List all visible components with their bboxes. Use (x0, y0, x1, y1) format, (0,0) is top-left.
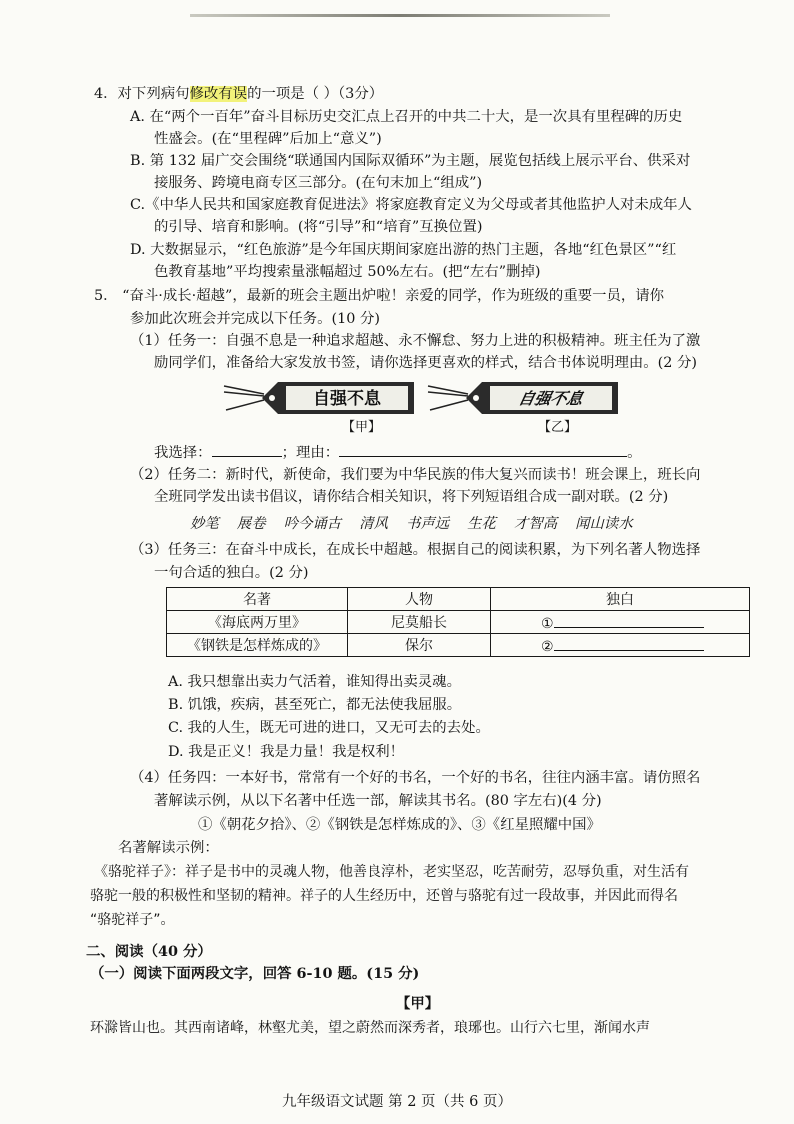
phrase: 清风 (359, 516, 388, 532)
passage-text: 环滁皆山也。其西南诸峰，林壑尤美，望之蔚然而深秀者，琅琊也。山行六七里，渐闻水声 (90, 1020, 650, 1036)
novel-table (166, 587, 750, 657)
task1-line2: 励同学们，准备给大家发放书签，请你选择更喜欢的样式，结合书体说明理由。(2 分) (154, 355, 698, 371)
table-row (167, 634, 750, 657)
phrase: 书声远 (405, 516, 450, 532)
q4-option-b-line2: 接服务、跨境电商专区三部分。(在句末加上“组成”) (154, 175, 483, 191)
q4-option-c-line2: 的引导、培育和影响。(将“引导”和“培育”互换位置) (154, 219, 483, 235)
monologue-option-d: D. 我是正义！我是力量！我是权利！ (168, 744, 405, 760)
table-cell: 尼莫船长 (348, 611, 491, 634)
label-yi: 【乙】 (538, 420, 578, 435)
example-title: 名著解读示例： (118, 840, 219, 856)
example-line3: “骆驼祥子”。 (90, 912, 175, 928)
label-jia: 【甲】 (342, 420, 382, 435)
table-cell: ① (491, 611, 750, 634)
bookmark-yi (426, 378, 622, 418)
table-cell: ② (491, 634, 750, 657)
page-footer: 九年级语文试题 第 2 页（共 6 页） (282, 1094, 512, 1110)
passage-label-jia: 【甲】 (396, 995, 440, 1012)
table-header: 名著 (167, 588, 348, 611)
phrase: 吟今诵古 (283, 516, 342, 532)
task3-line1: （3）任务三：在奋斗中成长，在成长中超越。根据自己的阅读积累，为下列名著人物选择 (130, 542, 701, 558)
task4-line2: 著解读示例，从以下名著中任选一部，解读其书名。(80 字左右)(4 分) (154, 793, 602, 809)
table-header: 人物 (348, 588, 491, 611)
bookmark-yi-text: 自强不息 (516, 389, 585, 408)
q5-stem-line2: 参加此次班会并完成以下任务。(10 分) (130, 311, 380, 327)
task4-books: ①《朝花夕拾》、②《钢铁是怎样炼成的》、③《红星照耀中国》 (198, 817, 601, 833)
phrase: 展卷 (236, 516, 266, 532)
phrase: 妙笔 (190, 516, 219, 532)
q4-option-d-line1: D. 大数据显示，“红色旅游”是今年国庆期间家庭出游的热门主题，各地“红色景区”“红 (130, 242, 677, 258)
reason-blank[interactable] (339, 441, 627, 457)
monologue-option-b: B. 饥饿，疾病，甚至死亡，都无法使我屈服。 (168, 697, 462, 713)
answer-blank[interactable] (554, 636, 704, 651)
table-cell: 《钢铁是怎样炼成的》 (167, 634, 348, 657)
couplet-phrases (190, 514, 633, 534)
choice-line: 我选择： ；理由： 。 (154, 441, 642, 463)
table-row (167, 611, 750, 634)
task2-line1: （2）任务二：新时代，新使命，我们要为中华民族的伟大复兴而读书！班会课上，班长向 (130, 467, 701, 483)
section-heading: 二、阅读（40 分） (86, 943, 212, 960)
example-line1: 《骆驼祥子》：祥子是书中的灵魂人物，他善良淳朴，老实坚忍，吃苦耐劳，忍辱负重，对生活有 (94, 864, 689, 880)
monologue-option-a: A. 我只想靠出卖力气活着，谁知得出卖灵魂。 (168, 674, 461, 690)
phrase: 闻山读水 (575, 516, 633, 532)
table-header-row (167, 588, 750, 611)
task3-line2: 一句合适的独白。(2 分) (154, 565, 309, 581)
choice-blank[interactable] (212, 441, 282, 457)
bookmark-jia-text: 自强不息 (313, 389, 381, 409)
task4-line1: （4）任务四：一本好书，常常有一个好的书名，一个好的书名，往往内涵丰富。请仿照名 (130, 770, 701, 786)
top-scan-line (190, 14, 610, 17)
subsection-heading: （一）阅读下面两段文字，回答 6-10 题。(15 分) (90, 965, 420, 982)
phrase: 生花 (467, 516, 496, 532)
example-line2: 骆驼一般的积极性和坚韧的精神。祥子的人生经历中，还曾与骆驼有过一段故事，并因此而得名 (90, 888, 678, 904)
q5-stem-line1: 5． “奋斗·成长·超越”，最新的班会主题出炉啦！亲爱的同学，作为班级的重要一员，请你 (94, 288, 665, 304)
q4-option-c-line1: C.《中华人民共和国家庭教育促进法》将家庭教育定义为父母或者其他监护人对未成年人 (130, 197, 692, 213)
task2-line2: 全班同学发出读书倡议，请你结合相关知识，将下列短语组合成一副对联。(2 分) (154, 489, 669, 505)
task1-line1: （1）任务一：自强不息是一种追求超越、永不懈怠、努力上进的积极精神。班主任为了激 (130, 333, 701, 349)
monologue-option-c: C. 我的人生，既无可进的进口，又无可去的去处。 (168, 720, 490, 736)
highlighted-phrase: 修改有误 (189, 86, 248, 102)
table-header: 独白 (491, 588, 750, 611)
q4-stem: 4．对下列病句修改有误的一项是（ ）（3分） (94, 86, 384, 102)
q4-option-d-line2: 色教育基地”平均搜索量涨幅超过 50%左右。(把“左右”删掉) (154, 264, 541, 280)
phrase: 才智高 (513, 516, 558, 532)
q4-option-a-line2: 性盛会。(在“里程碑”后加上“意义”) (154, 131, 382, 147)
table-cell: 《海底两万里》 (167, 611, 348, 634)
answer-blank[interactable] (554, 613, 704, 628)
q4-option-a-line1: A. 在“两个一百年”奋斗目标历史交汇点上召开的中共二十大，是一次具有里程碑的历史 (130, 109, 683, 125)
bookmark-jia (222, 378, 418, 418)
table-cell: 保尔 (348, 634, 491, 657)
q4-option-b-line1: B. 第 132 届广交会围绕“联通国内国际双循环”为主题，展览包括线上展示平台、供采对 (130, 153, 691, 169)
